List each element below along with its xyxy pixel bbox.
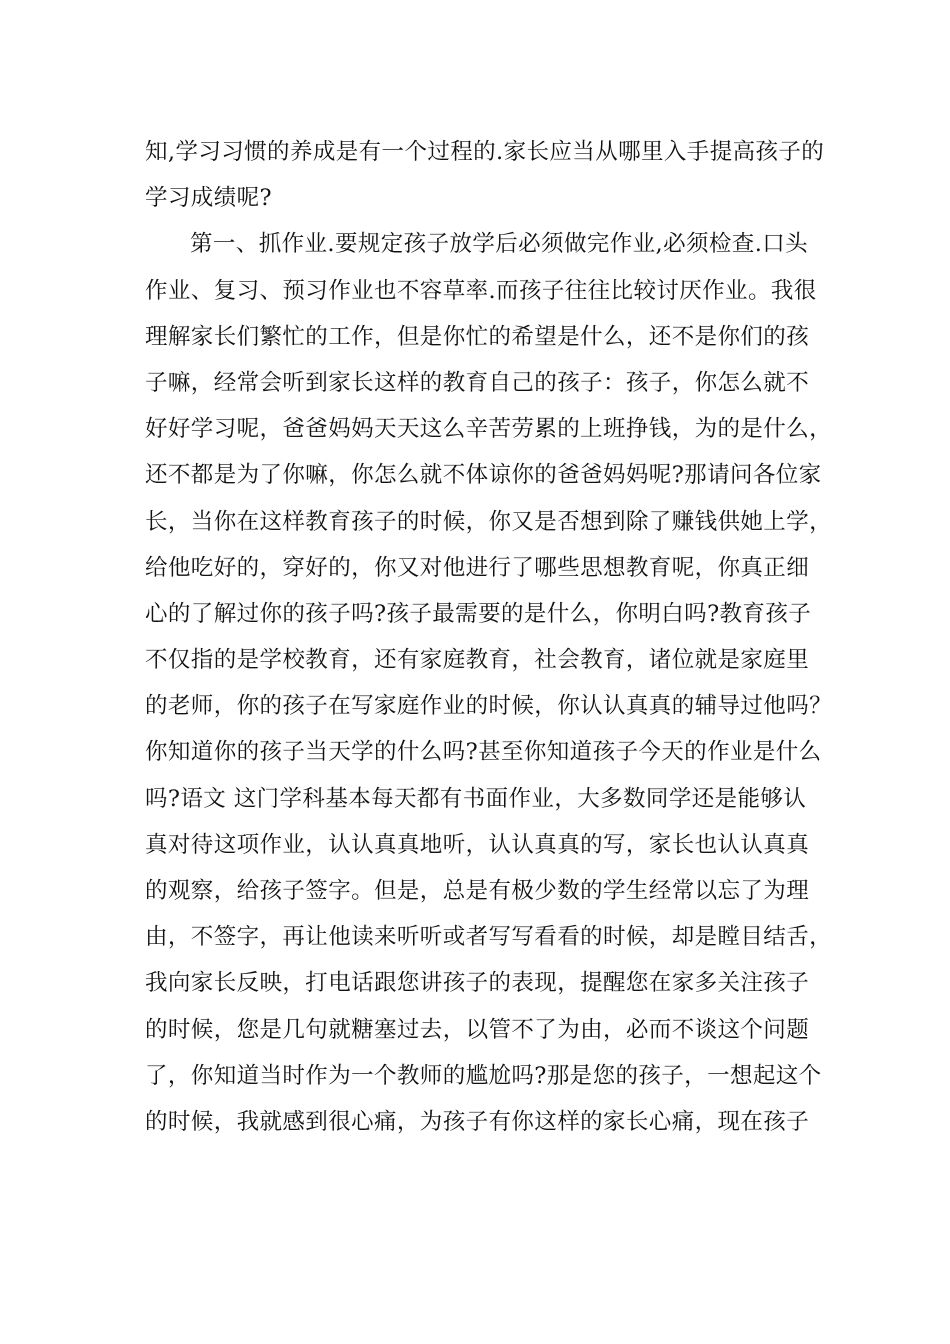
text-line: 的观察，给孩子签字。但是，总是有极少数的学生经常以忘了为理 — [145, 878, 810, 904]
text-line: 长，当你在这样教育孩子的时候，你又是否想到除了赚钱供她上学， — [145, 508, 833, 535]
text-line: 真对待这项作业，认认真真地听，认认真真的写，家长也认认真真 — [145, 831, 810, 858]
text-line: 好好学习呢，爸爸妈妈天天这么辛苦劳累的上班挣钱，为的是什么， — [145, 416, 833, 443]
text-line: 由，不签字，再让他读来听听或者写写看看的时候，却是瞠目结舌， — [145, 924, 833, 951]
text-line: 的时候，您是几句就糖塞过去，以管不了为由，必而不谈这个问题 — [145, 1016, 810, 1043]
text-line: 理解家长们繁忙的工作，但是你忙的希望是什么，还不是你们的孩 — [145, 323, 810, 350]
text-line: 作业、复习、预习作业也不容草率.而孩子往往比较讨厌作业。我很 — [145, 277, 817, 304]
text-line: 了，你知道当时作为一个教师的尴尬吗?那是您的孩子，一想起这个 — [145, 1062, 822, 1089]
text-line: 还不都是为了你嘛，你怎么就不体谅你的爸爸妈妈呢?那请问各位家 — [145, 462, 822, 489]
text-line: 心的了解过你的孩子吗?孩子最需要的是什么，你明白吗?教育孩子 — [145, 600, 812, 627]
text-line: 吗?语文 这门学科基本每天都有书面作业，大多数同学还是能够认 — [145, 785, 807, 812]
text-line: 子嘛，经常会听到家长这样的教育自己的孩子：孩子，你怎么就不 — [145, 369, 810, 396]
text-line: 知,学习习惯的养成是有一个过程的.家长应当从哪里入手提高孩子的 — [145, 139, 825, 165]
paragraph-first-line: 第一、抓作业.要规定孩子放学后必须做完作业,必须检查.口头 — [190, 231, 809, 258]
text-line: 的老师，你的孩子在写家庭作业的时候，你认认真真的辅导过他吗？ — [145, 693, 833, 720]
text-line: 学习成绩呢? — [145, 185, 272, 212]
body-text — [145, 129, 833, 1145]
text-line: 不仅指的是学校教育，还有家庭教育，社会教育，诸位就是家庭里 — [145, 647, 810, 674]
text-line: 你知道你的孩子当天学的什么吗?甚至你知道孩子今天的作业是什么 — [145, 739, 822, 766]
text-line: 我向家长反映，打电话跟您讲孩子的表现，提醒您在家多关注孩子 — [145, 970, 810, 997]
text-line: 的时候，我就感到很心痛，为孩子有你这样的家长心痛，现在孩子 — [145, 1108, 810, 1135]
text-line: 给他吃好的，穿好的，你又对他进行了哪些思想教育呢，你真正细 — [145, 554, 810, 581]
